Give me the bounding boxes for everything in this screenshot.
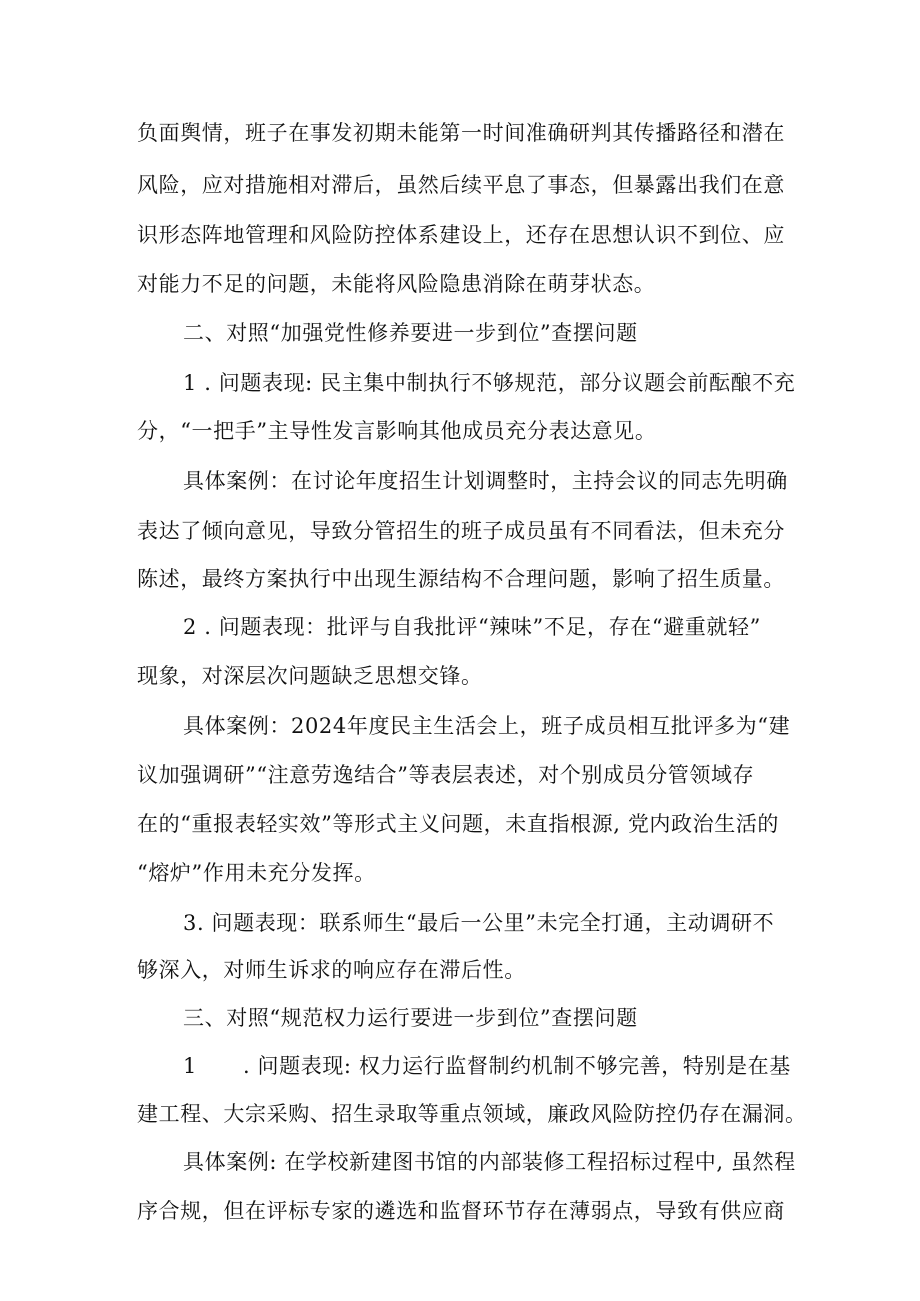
text-line: 在的“重报表轻实效”等形式主义问题，未直指根源, 党内政治生活的	[137, 812, 780, 836]
text-line: 议加强调研”“注意劳逸结合”等表层表述，对个别成员分管领域存	[137, 763, 755, 787]
text-line: 风险，应对措施相对滞后，虽然后续平息了事态，但暴露出我们在意	[137, 173, 785, 197]
item-number: 1	[183, 1054, 197, 1078]
item-text: . 问题表现: 权力运行监督制约机制不够完善，特别是在基	[242, 1054, 791, 1078]
text-line: 负面舆情，班子在事发初期未能第一时间准确研判其传播路径和潜在	[137, 121, 785, 145]
case-paragraph: 具体案例: 在学校新建图书馆的内部装修工程招标过程中, 虽然程	[183, 1150, 796, 1174]
text-line: 分，“一把手”主导性发言影响其他成员充分表达意见。	[137, 419, 657, 443]
text-line: 表达了倾向意见，导致分管招生的班子成员虽有不同看法，但未充分	[137, 519, 785, 543]
section-heading: 三、对照“规范权力运行要进一步到位”查摆问题	[183, 1006, 638, 1030]
text-line: “熔炉”作用未充分发挥。	[137, 861, 376, 885]
text-line: 识形态阵地管理和风险防控体系建设上，还存在思想认识不到位、应	[137, 223, 785, 247]
text-line: 现象，对深层次问题缺乏思想交锋。	[137, 664, 483, 688]
problem-item: 2 . 问题表现：批评与自我批评“辣味”不足，存在“避重就轻”	[183, 615, 761, 639]
text-line: 建工程、大宗采购、招生录取等重点领域，廉政风险防控仍存在漏洞。	[137, 1102, 807, 1126]
case-paragraph: 具体案例：2024年度民主生活会上，班子成员相互批评多为“建	[183, 714, 791, 738]
problem-item: 3. 问题表现：联系师生“最后一公里”未完全打通，主动调研不	[183, 911, 775, 935]
text-line: 对能力不足的问题，未能将风险隐患消除在萌芽状态。	[137, 272, 656, 296]
text-line: 够深入，对师生诉求的响应存在滞后性。	[137, 958, 526, 982]
problem-item	[183, 1051, 791, 1081]
problem-item: 1 . 问题表现: 民主集中制执行不够规范，部分议题会前酝酿不充	[183, 371, 796, 395]
text-line: 序合规，但在评标专家的遴选和监督环节存在薄弱点，导致有供应商	[137, 1199, 785, 1223]
text-line: 陈述，最终方案执行中出现生源结构不合理问题，影响了招生质量。	[137, 567, 785, 591]
case-paragraph: 具体案例：在讨论年度招生计划调整时，主持会议的同志先明确	[183, 469, 788, 493]
section-heading: 二、对照“加强党性修养要进一步到位”查摆问题	[183, 321, 638, 345]
